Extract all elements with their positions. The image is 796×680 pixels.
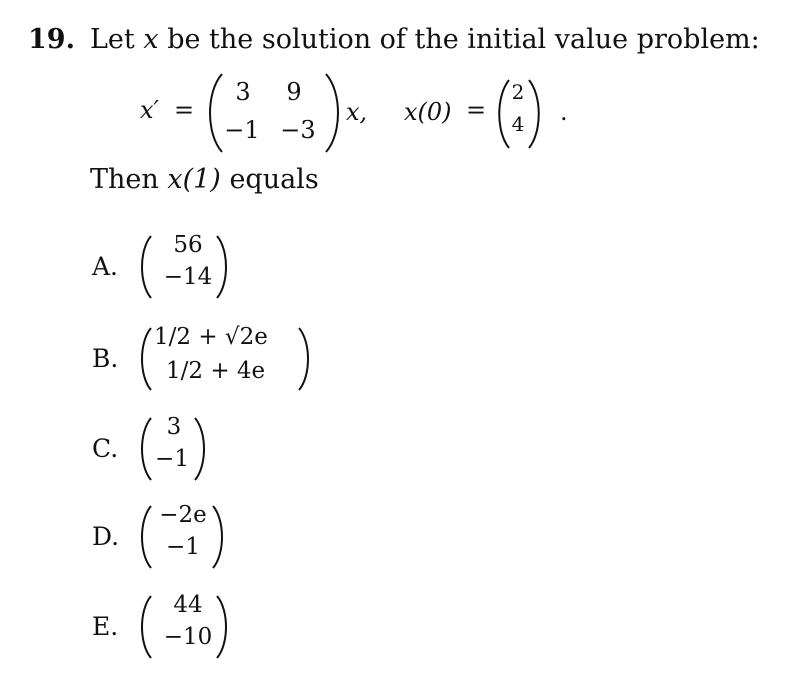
ode-equation <box>140 72 600 154</box>
option-right-paren <box>296 326 314 392</box>
option-right-paren <box>210 504 228 570</box>
answer-option-e[interactable] <box>92 592 392 672</box>
ic-vector-cell: 2 <box>511 80 525 104</box>
option-left-paren <box>136 234 154 300</box>
ic-right-paren <box>526 78 544 150</box>
option-top-entry: 44 <box>173 592 203 618</box>
question-number: 19. <box>28 24 75 55</box>
option-label: E. <box>92 612 119 641</box>
question-stem-tail <box>90 164 319 195</box>
matrix-cell: −3 <box>280 116 316 144</box>
option-bottom-entry: 1/2 + 4e <box>166 358 266 384</box>
answer-option-b[interactable] <box>92 324 392 404</box>
option-bottom-entry: −1 <box>155 446 189 472</box>
question-prompt <box>90 24 760 55</box>
then-expression: x(1) <box>167 164 221 195</box>
prompt-variable: x <box>143 24 159 55</box>
eq-lhs: x′ <box>140 96 159 124</box>
then-lead: Then <box>90 164 159 195</box>
matrix-cell: 3 <box>235 78 251 106</box>
prompt-lead: Let <box>90 24 135 55</box>
matrix-cell: −1 <box>224 116 260 144</box>
option-left-paren <box>136 504 154 570</box>
prompt-tail: be the solution of the initial value problem: <box>167 24 760 55</box>
then-tail: equals <box>229 164 319 195</box>
option-label: C. <box>92 434 119 463</box>
option-top-entry: 1/2 + √2e <box>154 324 268 350</box>
option-left-paren <box>136 326 154 392</box>
option-label: B. <box>92 344 119 373</box>
option-bottom-entry: −14 <box>163 264 213 290</box>
answer-option-a[interactable] <box>92 232 392 312</box>
matrix-right-paren <box>322 72 346 154</box>
ic-vector-cell: 4 <box>511 112 525 136</box>
option-label: A. <box>92 252 119 281</box>
ic-equals: = <box>466 96 487 124</box>
eq-equals: = <box>174 96 195 124</box>
matrix-cell: 9 <box>286 78 302 106</box>
option-top-entry: −2e <box>159 502 207 528</box>
option-right-paren <box>192 416 210 482</box>
option-bottom-entry: −1 <box>166 534 200 560</box>
option-right-paren <box>214 594 232 660</box>
option-right-paren <box>214 234 232 300</box>
answer-option-d[interactable] <box>92 502 392 582</box>
eq-times-var: x, <box>346 98 368 126</box>
option-left-paren <box>136 594 154 660</box>
option-top-entry: 3 <box>166 414 182 440</box>
ic-lhs: x(0) <box>404 98 452 126</box>
eq-period: . <box>560 98 568 126</box>
answer-option-c[interactable] <box>92 414 392 494</box>
option-top-entry: 56 <box>173 232 203 258</box>
option-label: D. <box>92 522 120 551</box>
option-bottom-entry: −10 <box>163 624 213 650</box>
